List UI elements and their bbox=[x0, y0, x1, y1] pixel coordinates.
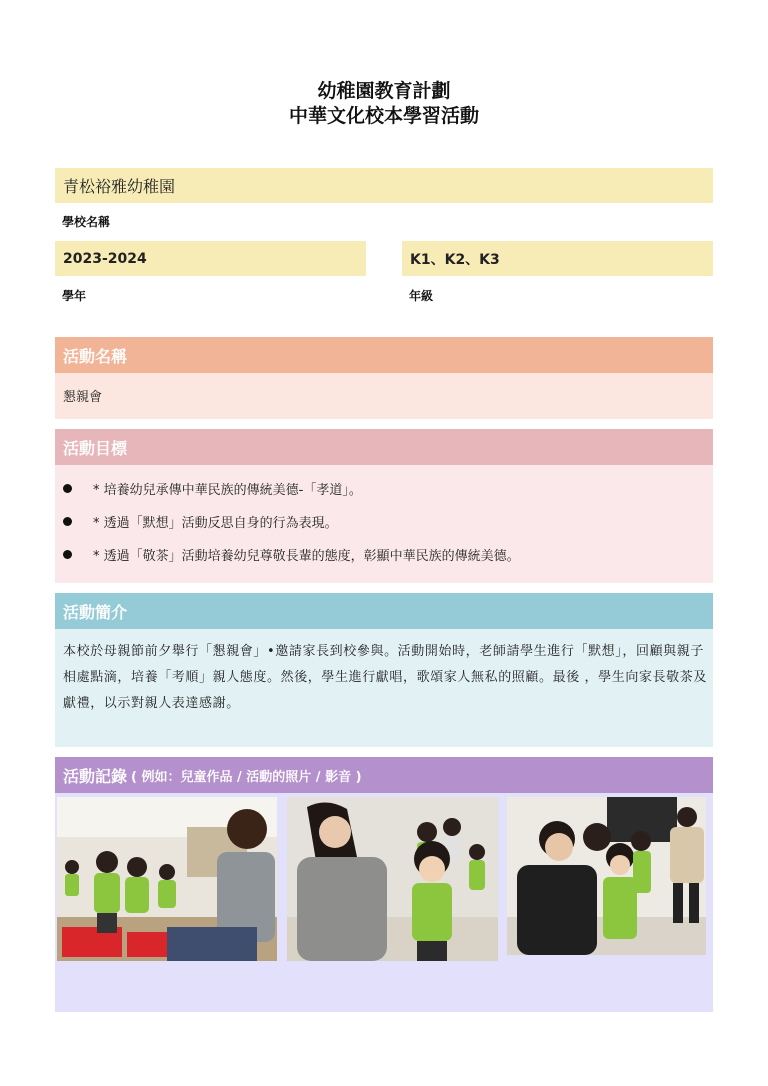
school-year-field bbox=[55, 241, 366, 276]
records-heading-note: ( 例如：兒童作品 / 活動的照片 / 影音 ) bbox=[131, 769, 362, 785]
objectives-heading: 活動目標 bbox=[63, 438, 128, 458]
list-item bbox=[55, 478, 713, 498]
intro-paragraph: 本校於母親節前夕舉行「懇親會」•邀請家長到校參與。活動開始時，老師請學生進行「默想」，回顧與親子相處點滴，培養「考順」親人態度。然後，學生進行獻唱，歌頌家人無私的照顧。最後 ，學生向家長敬茶及獻禮，以示對親人表達感謝。 bbox=[63, 644, 707, 711]
activity-photo-1 bbox=[57, 797, 277, 961]
list-item bbox=[55, 511, 713, 531]
list-item bbox=[55, 544, 713, 564]
objectives-body bbox=[55, 465, 713, 583]
activity-name-body bbox=[55, 373, 713, 419]
activity-photo-3 bbox=[507, 797, 706, 955]
activity-photo-2 bbox=[287, 797, 498, 961]
grade-field bbox=[402, 241, 713, 276]
school-year-value: 2023-2024 bbox=[63, 250, 147, 267]
activity-name-value: 懇親會 bbox=[63, 390, 103, 405]
objective-text: * 透過「默想」活動反思自身的行為表現。 bbox=[93, 515, 338, 531]
document-title-line1: 幼稚園教育計劃 bbox=[317, 80, 451, 102]
grade-value: K1、K2、K3 bbox=[410, 251, 500, 268]
grade-label: 年級 bbox=[409, 289, 434, 303]
bullet-icon bbox=[63, 517, 72, 526]
objective-text: * 透過「敬茶」活動培養幼兒尊敬長輩的態度，彰顯中華民族的傳統美德。 bbox=[93, 548, 520, 564]
records-heading: 活動記錄 bbox=[63, 766, 128, 786]
school-name-field bbox=[55, 168, 713, 203]
intro-header bbox=[55, 593, 713, 629]
records-header bbox=[55, 757, 713, 793]
intro-body bbox=[55, 629, 713, 747]
activity-name-heading: 活動名稱 bbox=[63, 346, 128, 366]
document-title-line2: 中華文化校本學習活動 bbox=[288, 105, 479, 127]
objectives-header bbox=[55, 429, 713, 465]
activity-name-header bbox=[55, 337, 713, 373]
school-name-value: 青松裕雅幼稚園 bbox=[63, 177, 176, 196]
bullet-icon bbox=[63, 484, 72, 493]
school-name-label: 學校名稱 bbox=[62, 215, 111, 229]
school-year-label: 學年 bbox=[62, 289, 87, 303]
intro-heading: 活動簡介 bbox=[63, 602, 128, 622]
objective-text: * 培養幼兒承傳中華民族的傳統美德-「孝道」。 bbox=[93, 482, 362, 498]
bullet-icon bbox=[63, 550, 72, 559]
